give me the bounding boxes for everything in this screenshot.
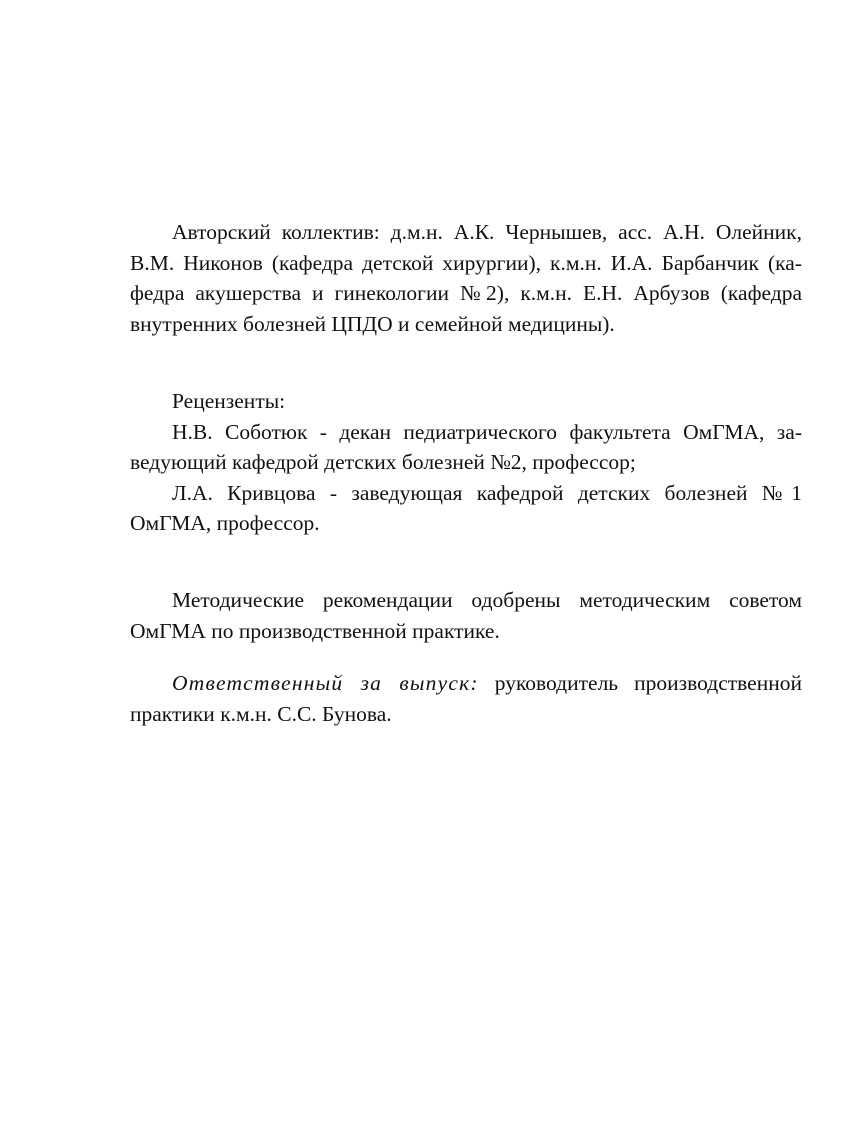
reviewer-1-line-1: Н.В. Соботюк - декан педиатрического факультета ОмГМА, за-: [172, 419, 802, 444]
approval-paragraph: [130, 585, 802, 646]
authors-line-4: внутренних болезней ЦПДО и семейной медицины).: [130, 311, 615, 336]
approval-line-1: Методические рекомендации одобрены методическим советом: [172, 588, 802, 612]
reviewers-section: [130, 386, 802, 539]
responsible-paragraph: [130, 668, 802, 729]
responsible-line-1-rest: руководитель производственной: [478, 671, 802, 695]
responsible-line-1: [130, 668, 802, 699]
reviewers-heading: Рецензенты:: [172, 389, 286, 413]
responsible-line-2: практики к.м.н. С.С. Бунова.: [130, 701, 392, 726]
responsible-label: Ответственный за выпуск:: [172, 671, 479, 695]
authors-line-2: В.М. Никонов (кафедра детской хирургии), к.м.н. И.А. Барбанчик (ка-: [130, 250, 802, 275]
approval-line-2: ОмГМА по производственной практике.: [130, 618, 500, 643]
authors-line-1: Авторский коллектив: д.м.н. А.К. Чернышев, асс. А.Н. Олейник,: [172, 220, 802, 244]
reviewer-1-line-2: ведующий кафедрой детских болезней №2, профессор;: [130, 450, 636, 474]
reviewer-2-line-1: Л.А. Кривцова - заведующая кафедрой детских болезней №1: [172, 480, 802, 505]
authors-line-3: федра акушерства и гинекологии №2), к.м.н. Е.Н. Арбузов (кафедра: [130, 281, 802, 305]
authors-paragraph: [130, 217, 802, 339]
reviewer-2-line-2: ОмГМА, профессор.: [130, 511, 320, 535]
